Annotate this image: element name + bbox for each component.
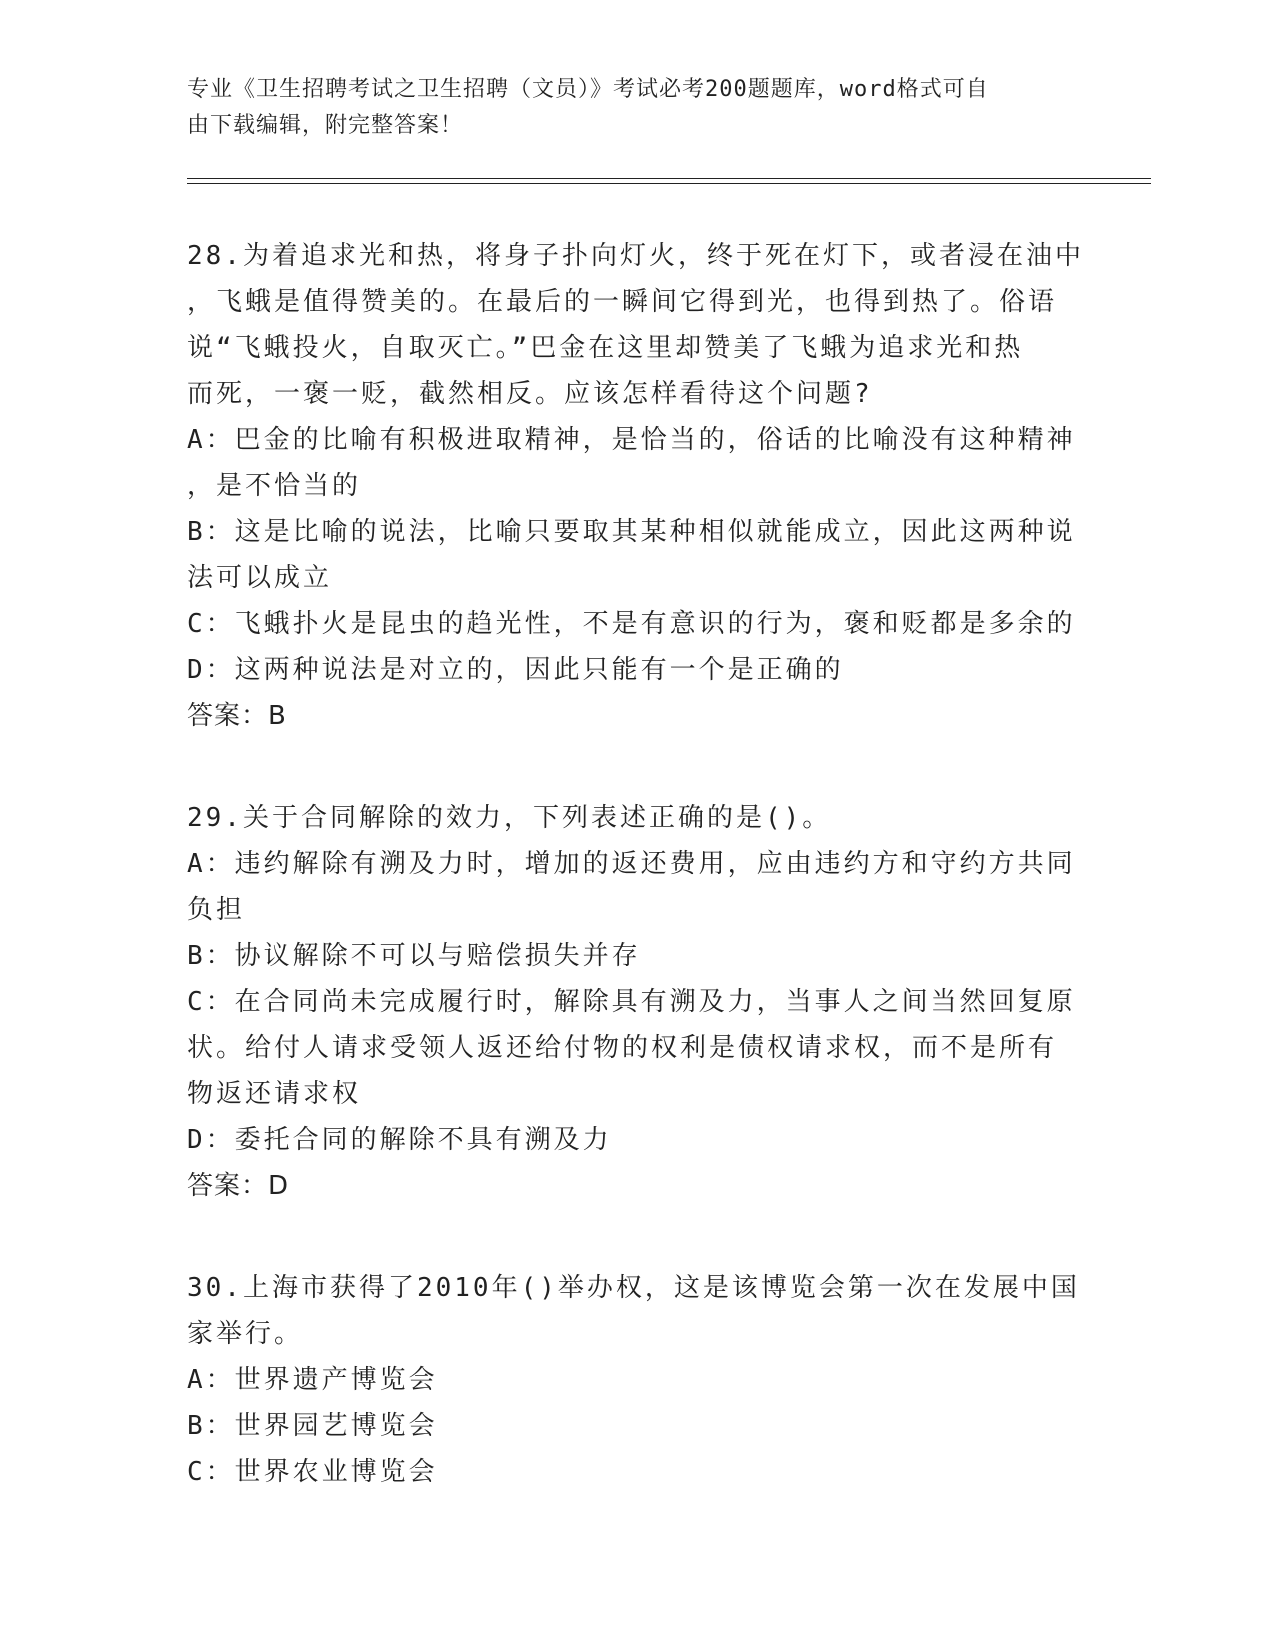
question-stem-line: 28.为着追求光和热，将身子扑向灯火，终于死在灯下，或者浸在油中 <box>187 241 1084 271</box>
question-stem-line: 而死，一褒一贬，截然相反。应该怎样看待这个问题? <box>187 379 873 409</box>
option-line: A：世界遗产博览会 <box>187 1365 438 1395</box>
option-line: B：这是比喻的说法，比喻只要取其某种相似就能成立，因此这两种说 <box>187 517 1076 547</box>
question-stem-line: 说“飞蛾投火，自取灭亡。”巴金在这里却赞美了飞蛾为追求光和热 <box>187 333 1024 363</box>
document-header <box>187 72 1087 144</box>
answer-label: 答案：B <box>187 701 287 731</box>
question-29 <box>187 795 1076 1209</box>
question-list <box>187 233 1084 1495</box>
option-a <box>187 417 1076 509</box>
option-line: D：这两种说法是对立的，因此只能有一个是正确的 <box>187 655 844 685</box>
option-line: 物返还请求权 <box>187 1079 362 1109</box>
question-stem-line: 29.关于合同解除的效力，下列表述正确的是()。 <box>187 803 832 833</box>
option-line: A：违约解除有溯及力时，增加的返还费用，应由违约方和守约方共同 <box>187 849 1076 879</box>
option-c <box>187 979 1076 1117</box>
header-line-2: 由下载编辑，附完整答案！ <box>187 113 464 138</box>
header-divider-bottom <box>187 183 1151 184</box>
option-line: B：世界园艺博览会 <box>187 1411 438 1441</box>
option-b <box>187 1403 1067 1449</box>
question-30 <box>187 1265 1080 1495</box>
question-stem-line: ，飞蛾是值得赞美的。在最后的一瞬间它得到光，也得到热了。俗语 <box>187 287 1058 317</box>
question-28 <box>187 233 1084 739</box>
option-line: ，是不恰当的 <box>187 471 362 501</box>
option-d <box>187 1117 1067 1163</box>
option-d <box>187 647 1067 693</box>
question-stem-line: 30.上海市获得了2010年()举办权，这是该博览会第一次在发展中国 <box>187 1273 1080 1303</box>
option-c <box>187 601 1076 647</box>
option-line: 法可以成立 <box>187 563 333 593</box>
option-line: 负担 <box>187 895 246 925</box>
option-a <box>187 841 1076 933</box>
header-divider-top <box>187 178 1151 179</box>
option-line: B：协议解除不可以与赔偿损失并存 <box>187 941 641 971</box>
option-b <box>187 933 1067 979</box>
option-line: 状。给付人请求受领人返还给付物的权利是债权请求权，而不是所有 <box>187 1033 1058 1063</box>
option-line: D：委托合同的解除不具有溯及力 <box>187 1125 612 1155</box>
option-line: A：巴金的比喻有积极进取精神，是恰当的，俗话的比喻没有这种精神 <box>187 425 1076 455</box>
option-line: C：飞蛾扑火是昆虫的趋光性，不是有意识的行为，褒和贬都是多余的 <box>187 609 1076 639</box>
option-line: C：世界农业博览会 <box>187 1457 438 1487</box>
answer-label: 答案：D <box>187 1171 290 1201</box>
question-stem-line: 家举行。 <box>187 1319 304 1349</box>
header-line-1: 专业《卫生招聘考试之卫生招聘（文员）》考试必考200题题库，word格式可自 <box>187 77 989 102</box>
option-c <box>187 1449 1067 1495</box>
option-a <box>187 1357 1067 1403</box>
option-b <box>187 509 1076 601</box>
option-line: C：在合同尚未完成履行时，解除具有溯及力，当事人之间当然回复原 <box>187 987 1076 1017</box>
